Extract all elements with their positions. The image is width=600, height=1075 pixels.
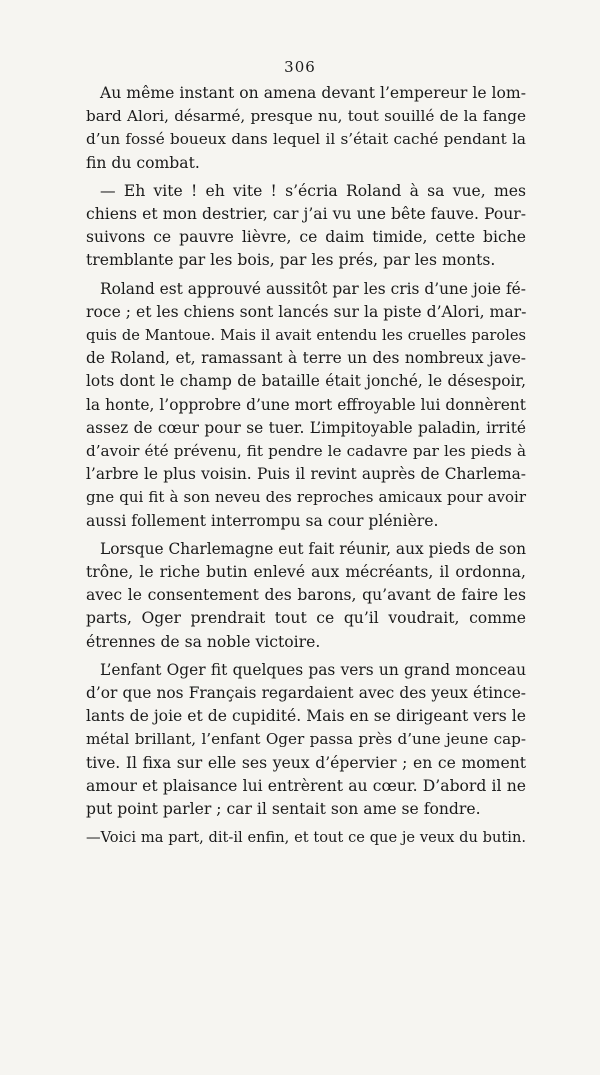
text-line: étrennes de sa noble victoire. <box>86 632 321 651</box>
paragraph-2 <box>86 180 526 273</box>
text-line: suivons ce pauvre lièvre, ce daim timide, cette biche <box>86 228 526 247</box>
paragraph-4 <box>86 538 526 654</box>
text-line: chiens et mon destrier, car j’ai vu une bête fauve. Pour- <box>86 205 526 224</box>
text-line: put point parler ; car il sentait son ame se fondre. <box>86 800 481 819</box>
text-line: d’un fossé boueux dans lequel il s’était caché pendant la <box>86 130 526 149</box>
text-line: assez de cœur pour se tuer. L’impitoyable paladin, irrité <box>86 418 526 437</box>
text-line: tremblante par les bois, par les prés, par les monts. <box>86 251 496 270</box>
text-line: aussi follement interrompu sa cour plénière. <box>86 511 439 530</box>
text-line: avec le consentement des barons, qu’avant de faire les <box>86 586 526 605</box>
text-line: Au même instant on amena devant l’empereur le lom- <box>100 84 526 102</box>
text-line: d’avoir été prévenu, fit pendre le cadavre par les pieds à <box>86 442 526 461</box>
text-line: L’enfant Oger fit quelques pas vers un grand monceau <box>100 660 526 679</box>
paragraph-5 <box>86 659 526 821</box>
text-line: —Voici ma part, dit-il enfin, et tout ce que je veux du butin. <box>86 829 526 847</box>
text-line: quis de Mantoue. Mais il avait entendu les cruelles paroles <box>86 327 526 345</box>
text-line: bard Alori, désarmé, presque nu, tout souillé de la fange <box>86 107 526 126</box>
paragraph-6 <box>86 826 526 849</box>
body-text <box>86 82 526 850</box>
text-line: gne qui fit à son neveu des reproches amicaux pour avoir <box>86 488 526 507</box>
text-line: la honte, l’opprobre d’une mort effroyable lui donnèrent <box>86 395 526 414</box>
text-line: lots dont le champ de bataille était jonché, le désespoir, <box>86 372 526 391</box>
paragraph-3 <box>86 278 526 533</box>
text-line: métal brillant, l’enfant Oger passa près d’une jeune cap- <box>86 730 526 749</box>
text-line: tive. Il fixa sur elle ses yeux d’épervier ; en ce moment <box>86 753 526 772</box>
text-line: parts, Oger prendrait tout ce qu’il voudrait, comme <box>86 609 526 628</box>
text-line: fin du combat. <box>86 153 200 172</box>
text-line: d’or que nos Français regardaient avec des yeux étince- <box>86 684 526 703</box>
page-number: 306 <box>284 58 316 76</box>
paragraph-1 <box>86 82 526 175</box>
text-line: de Roland, et, ramassant à terre un des nombreux jave- <box>86 349 526 368</box>
text-line: l’arbre le plus voisin. Puis il revint auprès de Charlema- <box>86 465 526 484</box>
text-line: Roland est approuvé aussitôt par les cris d’une joie fé- <box>100 279 526 298</box>
text-line: roce ; et les chiens sont lancés sur la piste d’Alori, mar- <box>86 302 527 321</box>
text-line: trône, le riche butin enlevé aux mécréants, il ordonna, <box>86 563 526 582</box>
text-line: lants de joie et de cupidité. Mais en se dirigeant vers le <box>86 707 526 726</box>
text-line: amour et plaisance lui entrèrent au cœur. D’abord il ne <box>86 776 526 795</box>
text-line: Lorsque Charlemagne eut fait réunir, aux pieds de son <box>100 539 527 558</box>
text-line: — Eh vite ! eh vite ! s’écria Roland à sa vue, mes <box>100 181 526 200</box>
